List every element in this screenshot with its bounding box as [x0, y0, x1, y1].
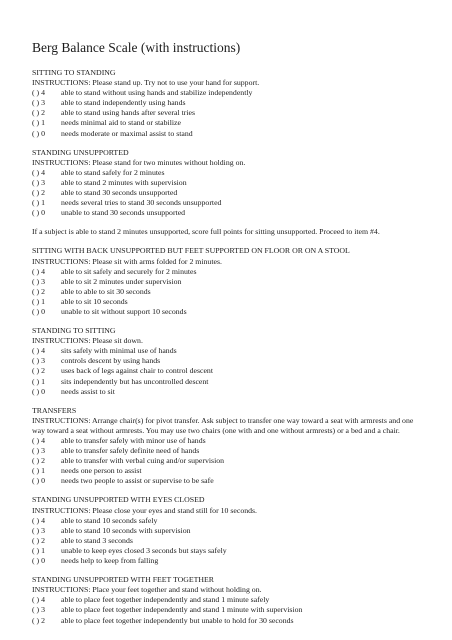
score-option[interactable]	[32, 178, 426, 188]
score-option-text: able to place feet together independently and stand 1 minute safely	[61, 595, 270, 605]
score-option-text: sits independently but has uncontrolled descent	[61, 376, 209, 386]
score-checkbox[interactable]: ( ) 3	[32, 446, 45, 456]
score-option[interactable]	[32, 387, 426, 397]
score-option-text: able to stand 10 seconds safely	[61, 515, 158, 525]
score-checkbox[interactable]: ( ) 3	[32, 605, 45, 615]
score-checkbox[interactable]: ( ) 1	[32, 466, 45, 476]
score-option[interactable]	[32, 605, 426, 615]
score-option[interactable]	[32, 208, 426, 218]
score-option[interactable]	[32, 307, 426, 317]
score-option[interactable]	[32, 129, 426, 139]
score-checkbox[interactable]: ( ) 3	[32, 98, 45, 108]
item-transfers	[32, 406, 426, 487]
section-heading: SITTING TO STANDING	[32, 68, 116, 77]
score-option-text: needs two people to assist or supervise to be safe	[61, 476, 214, 486]
score-checkbox[interactable]: ( ) 4	[32, 266, 45, 276]
section-heading: STANDING TO SITTING	[32, 326, 116, 336]
score-option[interactable]	[32, 198, 426, 208]
score-checkbox[interactable]: ( ) 2	[32, 615, 45, 625]
section-instructions: INSTRUCTIONS: Please close your eyes and stand still for 10 seconds.	[32, 505, 257, 515]
score-option[interactable]	[32, 188, 426, 198]
score-option[interactable]	[32, 168, 426, 178]
score-option[interactable]	[32, 595, 426, 605]
score-checkbox[interactable]: ( ) 0	[32, 208, 45, 218]
score-option[interactable]	[32, 616, 426, 626]
document-title: Berg Balance Scale (with instructions)	[32, 40, 241, 55]
scoring-note: If a subject is able to stand 2 minutes unsupported, score full points for sitting unsupported. Proceed to item #4.	[32, 227, 380, 237]
section-heading: STANDING UNSUPPORTED	[32, 147, 129, 157]
score-checkbox[interactable]: ( ) 0	[32, 128, 45, 138]
score-checkbox[interactable]: ( ) 4	[32, 436, 45, 445]
score-option[interactable]	[32, 267, 426, 277]
score-checkbox[interactable]: ( ) 2	[32, 188, 45, 198]
section-instructions: INSTRUCTIONS: Please stand up. Try not to use your hand for support.	[32, 78, 260, 88]
section-instructions: INSTRUCTIONS: Arrange chair(s) for pivot transfer. Ask subject to transfer one way toward a seat with armrests and one way toward a seat without armrests. You may use two chairs (one with and one without armrests) or a bed and a chair.	[32, 415, 414, 435]
score-option-text: unable to keep eyes closed 3 seconds but stays safely	[61, 545, 227, 555]
score-checkbox[interactable]: ( ) 2	[32, 535, 45, 545]
score-option-text: able to stand 30 seconds unsupported	[61, 188, 178, 198]
score-option-text: needs minimal aid to stand or stabilize	[61, 118, 181, 128]
score-checkbox[interactable]: ( ) 3	[32, 356, 45, 366]
score-option[interactable]	[32, 287, 426, 297]
item-standing-to-sitting	[32, 326, 426, 397]
score-checkbox[interactable]: ( ) 1	[32, 376, 45, 386]
score-option-text: able to able to sit 30 seconds	[61, 286, 151, 296]
score-option-text: able to sit 10 seconds	[61, 296, 128, 306]
score-checkbox[interactable]: ( ) 4	[32, 167, 45, 177]
score-checkbox[interactable]: ( ) 0	[32, 556, 45, 566]
score-checkbox[interactable]: ( ) 2	[32, 366, 45, 376]
score-checkbox[interactable]: ( ) 4	[32, 515, 45, 525]
score-option[interactable]	[32, 526, 426, 536]
score-option[interactable]	[32, 346, 426, 356]
score-option[interactable]	[32, 297, 426, 307]
item-standing-unsupported	[32, 148, 426, 219]
item-sitting-back-unsupported	[32, 246, 426, 317]
score-option[interactable]	[32, 366, 426, 376]
item-eyes-closed	[32, 495, 426, 566]
score-option[interactable]	[32, 466, 426, 476]
score-option[interactable]	[32, 356, 426, 366]
score-option[interactable]	[32, 118, 426, 128]
score-checkbox[interactable]: ( ) 0	[32, 476, 45, 486]
score-option-text: needs several tries to stand 30 seconds unsupported	[61, 198, 222, 208]
score-option[interactable]	[32, 456, 426, 466]
score-option[interactable]	[32, 277, 426, 287]
score-option-text: able to place feet together independently and stand 1 minute with supervision	[61, 605, 303, 615]
score-option[interactable]	[32, 546, 426, 556]
score-option[interactable]	[32, 446, 426, 456]
score-option[interactable]	[32, 536, 426, 546]
score-option-text: able to stand without using hands and stabilize independently	[61, 88, 253, 98]
score-option-text: able to stand using hands after several tries	[61, 108, 196, 118]
item-feet-together	[32, 575, 426, 625]
score-checkbox[interactable]: ( ) 1	[32, 118, 45, 128]
score-option[interactable]	[32, 108, 426, 118]
score-option[interactable]	[32, 556, 426, 566]
score-option-text: able to sit 2 minutes under supervision	[61, 276, 182, 286]
score-option-text: sits safely with minimal use of hands	[61, 346, 177, 356]
score-option-text: able to transfer safely with minor use of hands	[61, 436, 206, 445]
score-checkbox[interactable]: ( ) 2	[32, 286, 45, 296]
score-option-text: able to place feet together independently but unable to hold for 30 seconds	[61, 615, 294, 625]
score-checkbox[interactable]: ( ) 4	[32, 346, 45, 356]
score-option-text: able to sit safely and securely for 2 minutes	[61, 266, 197, 276]
section-heading: TRANSFERS	[32, 405, 77, 415]
score-checkbox[interactable]: ( ) 0	[32, 306, 45, 316]
score-option[interactable]	[32, 88, 426, 98]
score-option-text: able to stand 3 seconds	[61, 535, 133, 545]
score-option[interactable]	[32, 98, 426, 108]
score-option-text: needs one person to assist	[61, 466, 142, 476]
score-option-text: needs assist to sit	[61, 386, 115, 396]
score-checkbox[interactable]: ( ) 2	[32, 108, 45, 118]
score-checkbox[interactable]: ( ) 1	[32, 296, 45, 306]
section-instructions: INSTRUCTIONS: Please sit with arms folded for 2 minutes.	[32, 256, 222, 266]
score-checkbox[interactable]: ( ) 3	[32, 177, 45, 187]
score-option[interactable]	[32, 377, 426, 387]
item-sitting-to-standing	[32, 68, 426, 139]
section-instructions: INSTRUCTIONS: Place your feet together and stand without holding on.	[32, 585, 262, 595]
score-checkbox[interactable]: ( ) 4	[32, 595, 45, 605]
section-heading: SITTING WITH BACK UNSUPPORTED BUT FEET SUPPORTED ON FLOOR OR ON A STOOL	[32, 246, 350, 256]
score-checkbox[interactable]: ( ) 0	[32, 386, 45, 396]
score-option-text: needs help to keep from falling	[61, 556, 159, 566]
section-instructions: INSTRUCTIONS: Please sit down.	[32, 336, 143, 346]
score-option-text: controls descent by using hands	[61, 356, 161, 366]
score-checkbox[interactable]: ( ) 1	[32, 198, 45, 208]
score-checkbox[interactable]: ( ) 2	[32, 456, 45, 466]
score-checkbox[interactable]: ( ) 3	[32, 525, 45, 535]
score-option-text: uses back of legs against chair to control descent	[61, 366, 213, 376]
score-checkbox[interactable]: ( ) 4	[32, 88, 45, 98]
score-option-text: able to stand 10 seconds with supervision	[61, 525, 191, 535]
score-checkbox[interactable]: ( ) 1	[32, 545, 45, 555]
score-option-text: able to stand 2 minutes with supervision	[61, 177, 187, 187]
score-option-text: unable to sit without support 10 seconds	[61, 306, 187, 316]
score-option[interactable]	[32, 516, 426, 526]
score-option-text: unable to stand 30 seconds unsupported	[61, 208, 186, 218]
score-option-text: able to transfer safely definite need of hands	[61, 446, 200, 456]
score-option[interactable]	[32, 436, 426, 446]
section-instructions: INSTRUCTIONS: Please stand for two minutes without holding on.	[32, 157, 246, 167]
score-checkbox[interactable]: ( ) 3	[32, 276, 45, 286]
score-option-text: needs moderate or maximal assist to stand	[61, 128, 193, 138]
score-option-text: able to transfer with verbal cuing and/or supervision	[61, 456, 225, 466]
score-option-text: able to stand independently using hands	[61, 98, 186, 108]
section-heading: STANDING UNSUPPORTED WITH FEET TOGETHER	[32, 575, 214, 585]
score-option-text: able to stand safely for 2 minutes	[61, 167, 165, 177]
score-option[interactable]	[32, 476, 426, 486]
section-heading: STANDING UNSUPPORTED WITH EYES CLOSED	[32, 495, 205, 505]
